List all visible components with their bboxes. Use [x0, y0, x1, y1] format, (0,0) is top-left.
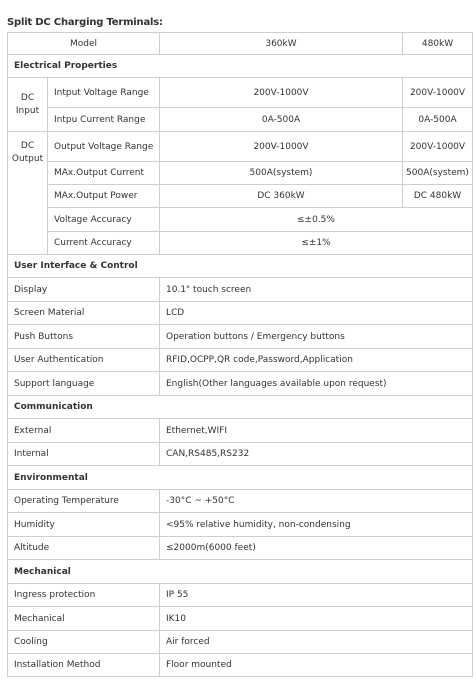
row-label: MAx.Output Current — [48, 162, 160, 185]
row-value: IP 55 — [160, 584, 473, 607]
row-label: Intpu Current Range — [48, 108, 160, 132]
table-row — [8, 513, 473, 537]
row-value-merged: ≤±0.5% — [160, 208, 473, 232]
row-value-480: 200V-1000V — [403, 132, 473, 162]
row-value: Floor mounted — [160, 654, 473, 677]
section-row — [8, 466, 473, 490]
table-row — [8, 631, 473, 654]
table-row — [8, 490, 473, 513]
table-header-row — [8, 33, 473, 55]
row-value: LCD — [160, 302, 473, 325]
row-label: Operating Temperature — [8, 490, 160, 513]
table-row — [8, 185, 473, 208]
section-environmental: Environmental — [8, 466, 473, 490]
dc-input-label: DC Input — [8, 78, 48, 132]
row-label: Voltage Accuracy — [48, 208, 160, 232]
table-row — [8, 419, 473, 443]
table-row — [8, 232, 473, 255]
row-label: Push Buttons — [8, 325, 160, 349]
spec-table — [7, 32, 473, 677]
row-label: Cooling — [8, 631, 160, 654]
row-value-480: 500A(system) — [403, 162, 473, 185]
col-480kw-header: 480kW — [403, 33, 473, 55]
table-row — [8, 108, 473, 132]
row-label: User Authentication — [8, 349, 160, 372]
section-row — [8, 396, 473, 419]
section-electrical: Electrical Properties — [8, 55, 473, 78]
table-row — [8, 349, 473, 372]
row-value: CAN,RS485,RS232 — [160, 443, 473, 466]
row-label: Screen Material — [8, 302, 160, 325]
table-row — [8, 372, 473, 396]
row-value-360: 200V-1000V — [160, 78, 403, 108]
row-label: Humidity — [8, 513, 160, 537]
row-value-merged: ≤±1% — [160, 232, 473, 255]
row-label: Installation Method — [8, 654, 160, 677]
table-row — [8, 278, 473, 302]
row-label: Current Accuracy — [48, 232, 160, 255]
table-row — [8, 302, 473, 325]
row-value: ≤2000m(6000 feet) — [160, 537, 473, 560]
row-value-480: 200V-1000V — [403, 78, 473, 108]
table-row — [8, 654, 473, 677]
section-communication: Communication — [8, 396, 473, 419]
model-header: Model — [8, 33, 160, 55]
table-row — [8, 78, 473, 108]
row-value: -30°C ~ +50°C — [160, 490, 473, 513]
row-label: Internal — [8, 443, 160, 466]
row-label: Display — [8, 278, 160, 302]
table-row — [8, 208, 473, 232]
section-row — [8, 55, 473, 78]
row-label: Mechanical — [8, 607, 160, 631]
row-value: 10.1" touch screen — [160, 278, 473, 302]
row-value: Ethernet,WIFI — [160, 419, 473, 443]
table-row — [8, 537, 473, 560]
section-mechanical: Mechanical — [8, 560, 473, 584]
table-row — [8, 607, 473, 631]
row-value: English(Other languages available upon request) — [160, 372, 473, 396]
row-value-360: 500A(system) — [160, 162, 403, 185]
col-360kw-header: 360kW — [160, 33, 403, 55]
section-user-interface: User Interface & Control — [8, 255, 473, 278]
row-value: Air forced — [160, 631, 473, 654]
row-label: MAx.Output Power — [48, 185, 160, 208]
row-value-480: 0A-500A — [403, 108, 473, 132]
row-label: Output Voltage Range — [48, 132, 160, 162]
table-row — [8, 132, 473, 162]
row-value: Operation buttons / Emergency buttons — [160, 325, 473, 349]
row-value: RFID,OCPP,QR code,Password,Application — [160, 349, 473, 372]
row-value-360: DC 360kW — [160, 185, 403, 208]
row-label: Support language — [8, 372, 160, 396]
table-row — [8, 162, 473, 185]
row-value-480: DC 480kW — [403, 185, 473, 208]
row-value: IK10 — [160, 607, 473, 631]
row-value-360: 0A-500A — [160, 108, 403, 132]
dc-output-label: DC Output — [8, 132, 48, 255]
page-title: Split DC Charging Terminals: — [7, 17, 163, 28]
section-row — [8, 560, 473, 584]
row-label: Ingress protection — [8, 584, 160, 607]
table-row — [8, 443, 473, 466]
row-value-360: 200V-1000V — [160, 132, 403, 162]
section-row — [8, 255, 473, 278]
table-row — [8, 584, 473, 607]
table-row — [8, 325, 473, 349]
row-label: Altitude — [8, 537, 160, 560]
row-label: Intput Voltage Range — [48, 78, 160, 108]
row-value: <95% relative humidity, non-condensing — [160, 513, 473, 537]
row-label: External — [8, 419, 160, 443]
